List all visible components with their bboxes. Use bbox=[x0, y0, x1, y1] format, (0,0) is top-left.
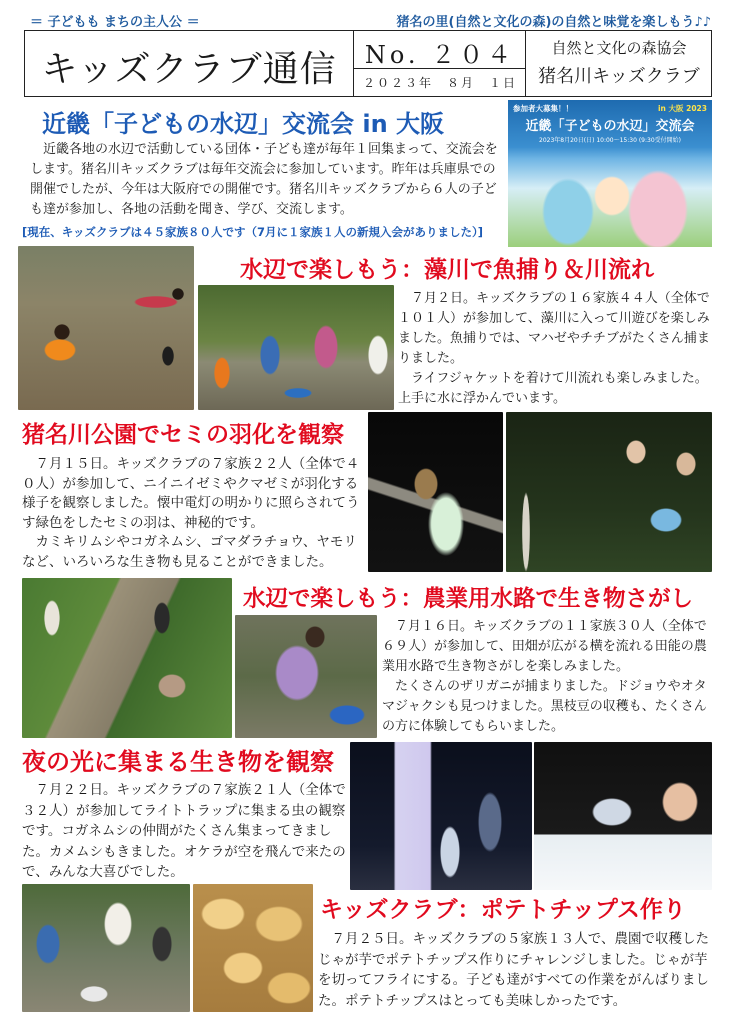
masthead bbox=[24, 30, 712, 97]
issue-number: No. ２０４ bbox=[364, 41, 516, 69]
article-2-paragraph-2: ライフジャケットを着けて川流れも楽しみました。上手に水に浮かんでいます。 bbox=[398, 371, 708, 406]
kids-observing-photo bbox=[506, 412, 712, 572]
cooking-photo bbox=[22, 884, 190, 1012]
article-1-paragraph: 近畿各地の水辺で活動している団体・子ども達が毎年１回集まって、交流会をします。猪名川キッズクラブは毎年交流会に参加しています。昨年は兵庫県での開催でしたが、今年は大阪府での開催です。猪名川キッズクラブから６人の子ども達が参加し、各地の活動を聞き、学び、交流します。 bbox=[30, 142, 498, 217]
article-1-heading: 近畿「子どもの水辺」交流会 in 大阪 bbox=[42, 110, 445, 138]
article-4-heading: 水辺で楽しもう：農業用水路で生き物さがし bbox=[243, 586, 694, 612]
child-with-bottle-photo bbox=[534, 742, 712, 890]
masthead-issue-cell bbox=[353, 31, 526, 96]
poster-date: 2023年8月20日(日) 10:00〜15:30 (9:30受付開始) bbox=[539, 137, 681, 144]
potato-chips-photo bbox=[193, 884, 313, 1012]
issue-divider bbox=[354, 68, 526, 69]
article-4-paragraph-2: たくさんのザリガニが捕まりました。ドジョウやオタマジャクシも見つけました。黒枝豆の収穫も、たくさんの方に体験してもらいました。 bbox=[382, 679, 707, 734]
poster-title: 近畿「子どもの水辺」交流会 bbox=[525, 119, 695, 134]
article-5-paragraph: ７月２２日。キッズクラブの７家族２１人（全体で３２人）が参加してライトトラップに集まる虫の観察です。コガネムシの仲間がたくさん集まってきました。カメムシもきました。オケラが空を飛んで来たので、みんな大喜びでした。 bbox=[22, 782, 346, 880]
article-3-paragraph-1: ７月１５日。キッズクラブの７家族２２人（全体で４０人）が参加して、ニイニイゼミやクマゼミが羽化する様子を観察しました。懐中電灯の明かりに照らされてうす緑色をしたセミの羽は、神秘的です。 bbox=[22, 456, 360, 531]
membership-note: [現在、キッズクラブは４５家族８０人です（7月に１家族１人の新規入会がありました）] bbox=[22, 225, 484, 239]
light-trap-photo bbox=[350, 742, 532, 890]
river-swim-photo bbox=[18, 246, 194, 410]
club-name: 猪名川キッズクラブ bbox=[538, 66, 700, 87]
tagline: 猪名の里(自然と文化の森)の自然と味覚を楽しもう♪♪ bbox=[396, 15, 711, 30]
article-2-paragraph-1: ７月２日。キッズクラブの１６家族４４人（全体で１０１人）が参加して、藻川に入って川遊びを楽しみました。魚捕りでは、マハゼやチチブがたくさん捕まりました。 bbox=[398, 291, 710, 366]
motto: ＝ 子どもも まちの主人公 ＝ bbox=[30, 15, 200, 30]
organization-name: 自然と文化の森協会 bbox=[551, 39, 687, 57]
article-6-body bbox=[318, 929, 712, 1015]
article-1-body bbox=[30, 140, 502, 222]
article-3-paragraph-2: カミキリムシやコガネムシ、ゴマダラチョウ、ヤモリなど、いろいろな生き物も見ることができました。 bbox=[22, 534, 357, 570]
article-3-heading: 猪名川公園でセミの羽化を観察 bbox=[22, 422, 344, 448]
girl-with-net-photo bbox=[235, 615, 377, 738]
issue-date: ２０２３年 ８月 １日 bbox=[362, 76, 517, 90]
article-3-body bbox=[22, 455, 366, 575]
article-5-body bbox=[22, 780, 348, 884]
article-4-paragraph-1: ７月１６日。キッズクラブの１１家族３０人（全体で６９人）が参加して、田畑が広がる横を流れる田能の農業用水路で生き物さがしを楽しみました。 bbox=[382, 619, 707, 674]
article-5-heading: 夜の光に集まる生き物を観察 bbox=[22, 748, 334, 776]
newsletter-title: キッズクラブ通信 bbox=[41, 49, 337, 90]
masthead-org-cell bbox=[525, 31, 712, 96]
irrigation-canal-photo bbox=[22, 578, 232, 738]
event-poster bbox=[508, 100, 712, 247]
poster-city: in 大阪 2023 bbox=[657, 104, 707, 113]
article-4-body bbox=[382, 617, 712, 739]
masthead-title-cell bbox=[25, 31, 353, 96]
poster-badge: 参加者大募集！！ bbox=[513, 104, 573, 113]
article-2-body bbox=[398, 289, 712, 411]
cicada-emergence-photo bbox=[368, 412, 503, 572]
article-6-heading: キッズクラブ：ポテトチップス作り bbox=[320, 897, 686, 923]
article-2-heading: 水辺で楽しもう：藻川で魚捕り＆川流れ bbox=[240, 257, 654, 283]
river-fishing-photo bbox=[198, 285, 394, 410]
article-6-paragraph: ７月２５日。キッズクラブの５家族１３人で、農園で収穫したじゃが芋でポテトチップス作りにチャレンジしました。じゃが芋を切ってフライにする。子ども達がすべての作業をがんばりました。ポテトチップスはとっても美味しかったです。 bbox=[318, 931, 709, 1009]
